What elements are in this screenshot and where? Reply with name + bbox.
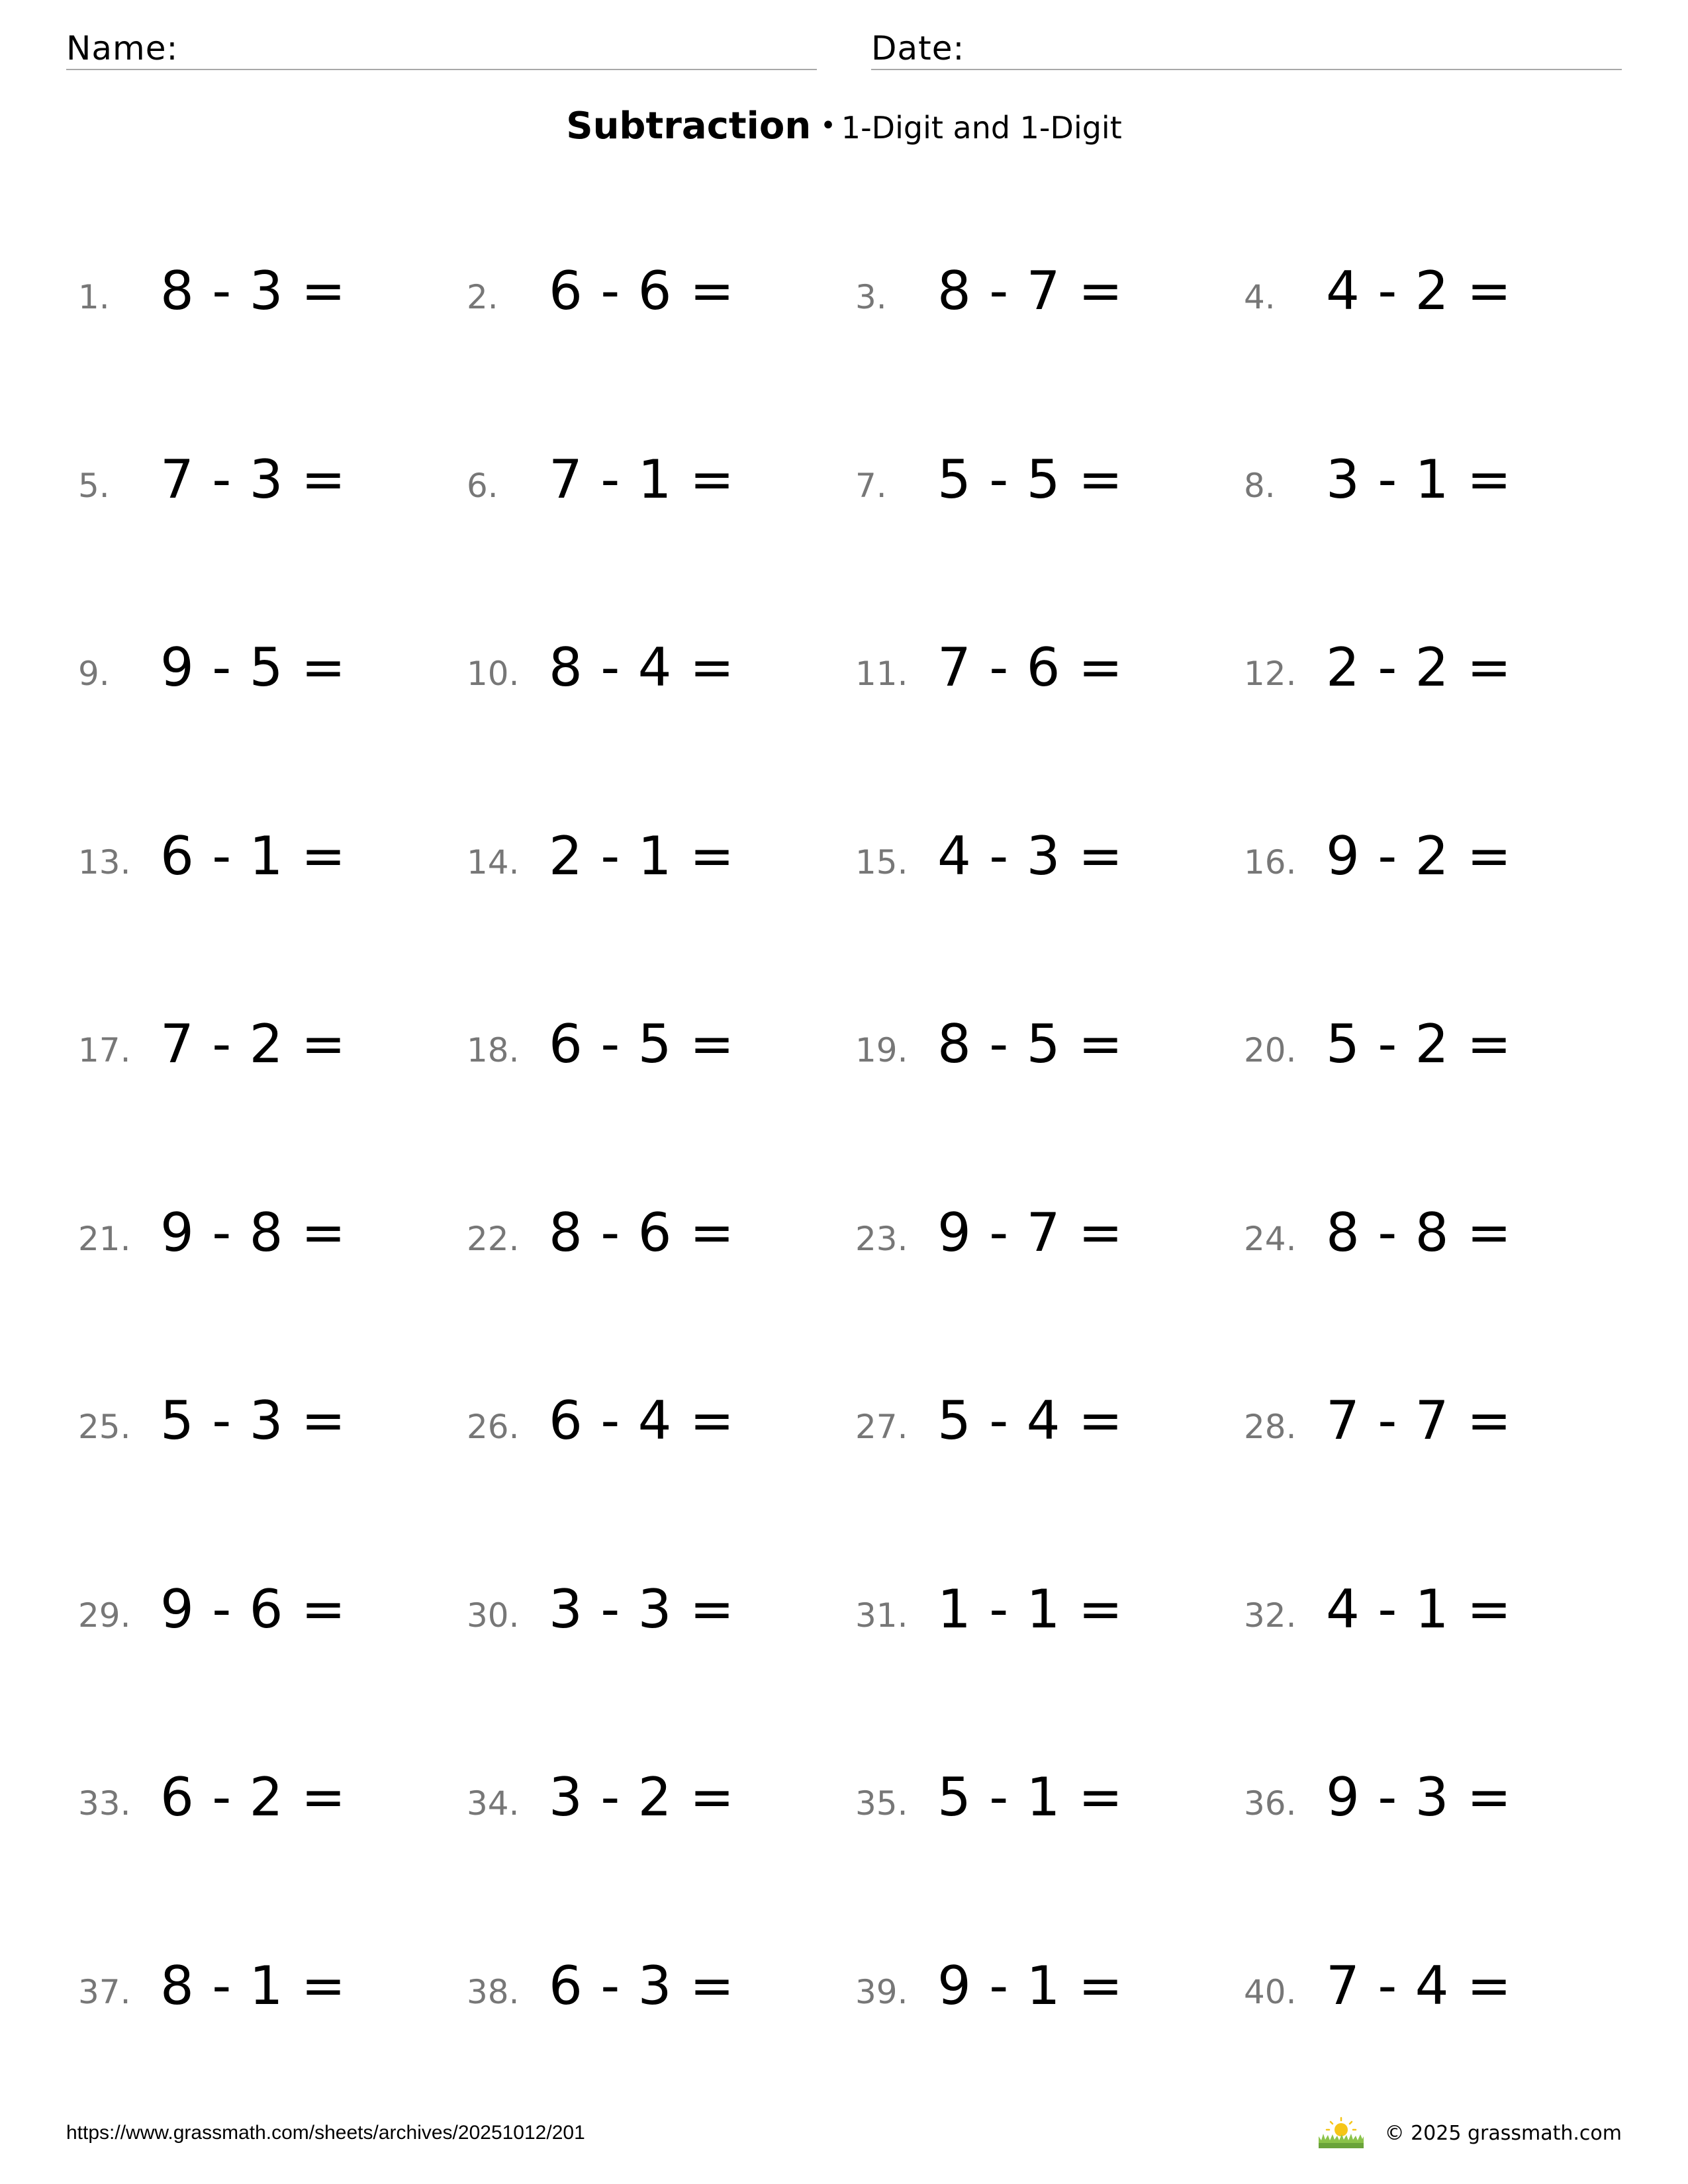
problem-expression: 5 - 4 =: [937, 1390, 1123, 1451]
problem-item: [467, 628, 837, 707]
problem-expression: 8 - 5 =: [937, 1013, 1123, 1075]
problem-expression: 6 - 5 =: [549, 1013, 735, 1075]
problem-expression: 9 - 7 =: [937, 1202, 1123, 1263]
problem-expression: 9 - 1 =: [937, 1955, 1123, 2017]
problem-number: 22.: [467, 1220, 520, 1258]
problem-number: 9.: [78, 655, 110, 693]
problem-number: 36.: [1244, 1784, 1297, 1823]
problem-expression: 3 - 2 =: [549, 1766, 735, 1828]
problem-item: [78, 1570, 449, 1649]
problem-item: [78, 628, 449, 707]
problem-expression: 6 - 4 =: [549, 1390, 735, 1451]
problem-item: [78, 1005, 449, 1084]
footer-branding: [1317, 2116, 1622, 2150]
problem-item: [467, 440, 837, 520]
problem-item: [1244, 1193, 1615, 1273]
problem-expression: 7 - 6 =: [937, 637, 1123, 698]
problem-number: 37.: [78, 1973, 131, 2011]
problem-item: [855, 817, 1226, 896]
problem-number: 30.: [467, 1596, 520, 1635]
grass-sun-logo-icon: [1317, 2116, 1365, 2150]
copyright-text: © 2025 grassmath.com: [1384, 2121, 1622, 2145]
problem-item: [78, 251, 449, 331]
problem-item: [1244, 1758, 1615, 1837]
problem-expression: 2 - 1 =: [549, 825, 735, 887]
problem-expression: 4 - 2 =: [1326, 260, 1512, 322]
problem-expression: 8 - 6 =: [549, 1202, 735, 1263]
problem-number: 34.: [467, 1784, 520, 1823]
problem-number: 10.: [467, 655, 520, 693]
problem-number: 31.: [855, 1596, 908, 1635]
problem-expression: 4 - 1 =: [1326, 1578, 1512, 1640]
problem-expression: 7 - 3 =: [160, 449, 346, 510]
problem-expression: 6 - 6 =: [549, 260, 735, 322]
problem-number: 35.: [855, 1784, 908, 1823]
problem-item: [855, 1758, 1226, 1837]
problem-expression: 8 - 3 =: [160, 260, 346, 322]
problem-item: [467, 817, 837, 896]
problem-item: [467, 1193, 837, 1273]
problem-item: [467, 1946, 837, 2026]
problem-expression: 8 - 4 =: [549, 637, 735, 698]
problem-number: 5.: [78, 467, 110, 505]
problem-number: 33.: [78, 1784, 131, 1823]
problem-number: 40.: [1244, 1973, 1297, 2011]
problem-item: [78, 1758, 449, 1837]
title-main: Subtraction: [566, 105, 812, 148]
problem-expression: 7 - 4 =: [1326, 1955, 1512, 2017]
name-label: Name:: [66, 29, 179, 68]
problem-expression: 5 - 2 =: [1326, 1013, 1512, 1075]
problem-number: 7.: [855, 467, 887, 505]
problem-expression: 6 - 1 =: [160, 825, 346, 887]
problem-expression: 6 - 2 =: [160, 1766, 346, 1828]
title-separator: •: [820, 111, 836, 141]
problem-item: [1244, 1005, 1615, 1084]
problem-item: [855, 1946, 1226, 2026]
problem-expression: 8 - 1 =: [160, 1955, 346, 2017]
problem-item: [78, 440, 449, 520]
problem-expression: 5 - 3 =: [160, 1390, 346, 1451]
problem-number: 20.: [1244, 1031, 1297, 1069]
problem-item: [1244, 628, 1615, 707]
problem-number: 14.: [467, 843, 520, 882]
problem-number: 2.: [467, 278, 498, 316]
problem-number: 1.: [78, 278, 110, 316]
problem-expression: 9 - 5 =: [160, 637, 346, 698]
problem-item: [855, 440, 1226, 520]
problem-item: [855, 251, 1226, 331]
problem-expression: 5 - 5 =: [937, 449, 1123, 510]
problem-item: [467, 1758, 837, 1837]
problem-number: 12.: [1244, 655, 1297, 693]
problem-number: 23.: [855, 1220, 908, 1258]
problem-expression: 5 - 1 =: [937, 1766, 1123, 1828]
problem-item: [1244, 817, 1615, 896]
problem-number: 3.: [855, 278, 887, 316]
problem-number: 38.: [467, 1973, 520, 2011]
problem-number: 18.: [467, 1031, 520, 1069]
problem-item: [855, 1381, 1226, 1461]
problem-expression: 1 - 1 =: [937, 1578, 1123, 1640]
problem-expression: 7 - 7 =: [1326, 1390, 1512, 1451]
problem-expression: 8 - 7 =: [937, 260, 1123, 322]
problem-item: [1244, 1381, 1615, 1461]
title-subtitle: 1-Digit and 1-Digit: [841, 110, 1122, 146]
problem-item: [467, 1005, 837, 1084]
problem-number: 39.: [855, 1973, 908, 2011]
problem-item: [467, 1570, 837, 1649]
problem-number: 4.: [1244, 278, 1276, 316]
problem-number: 26.: [467, 1408, 520, 1446]
date-label: Date:: [871, 29, 965, 68]
problem-item: [855, 1570, 1226, 1649]
problem-number: 11.: [855, 655, 908, 693]
problem-item: [1244, 440, 1615, 520]
problem-item: [855, 628, 1226, 707]
problem-expression: 4 - 3 =: [937, 825, 1123, 887]
problem-expression: 9 - 3 =: [1326, 1766, 1512, 1828]
problem-expression: 3 - 3 =: [549, 1578, 735, 1640]
problem-number: 8.: [1244, 467, 1276, 505]
problem-number: 16.: [1244, 843, 1297, 882]
problem-expression: 9 - 2 =: [1326, 825, 1512, 887]
problem-item: [855, 1005, 1226, 1084]
problem-expression: 7 - 2 =: [160, 1013, 346, 1075]
problem-number: 13.: [78, 843, 131, 882]
problem-number: 32.: [1244, 1596, 1297, 1635]
problem-expression: 9 - 6 =: [160, 1578, 346, 1640]
problem-number: 24.: [1244, 1220, 1297, 1258]
problem-item: [78, 817, 449, 896]
problem-number: 21.: [78, 1220, 131, 1258]
problem-item: [467, 1381, 837, 1461]
problem-expression: 3 - 1 =: [1326, 449, 1512, 510]
problem-item: [467, 251, 837, 331]
problem-number: 19.: [855, 1031, 908, 1069]
problem-item: [1244, 251, 1615, 331]
problem-number: 27.: [855, 1408, 908, 1446]
problem-expression: 2 - 2 =: [1326, 637, 1512, 698]
problem-expression: 6 - 3 =: [549, 1955, 735, 2017]
problem-item: [855, 1193, 1226, 1273]
problem-item: [1244, 1570, 1615, 1649]
problem-number: 25.: [78, 1408, 131, 1446]
problem-number: 29.: [78, 1596, 131, 1635]
problem-number: 17.: [78, 1031, 131, 1069]
problem-expression: 7 - 1 =: [549, 449, 735, 510]
problem-expression: 9 - 8 =: [160, 1202, 346, 1263]
problem-expression: 8 - 8 =: [1326, 1202, 1512, 1263]
problem-number: 6.: [467, 467, 498, 505]
footer-url: https://www.grassmath.com/sheets/archives/20251012/201: [66, 2122, 585, 2144]
problem-item: [78, 1946, 449, 2026]
problem-item: [1244, 1946, 1615, 2026]
problem-item: [78, 1381, 449, 1461]
problem-number: 28.: [1244, 1408, 1297, 1446]
problem-number: 15.: [855, 843, 908, 882]
problem-item: [78, 1193, 449, 1273]
